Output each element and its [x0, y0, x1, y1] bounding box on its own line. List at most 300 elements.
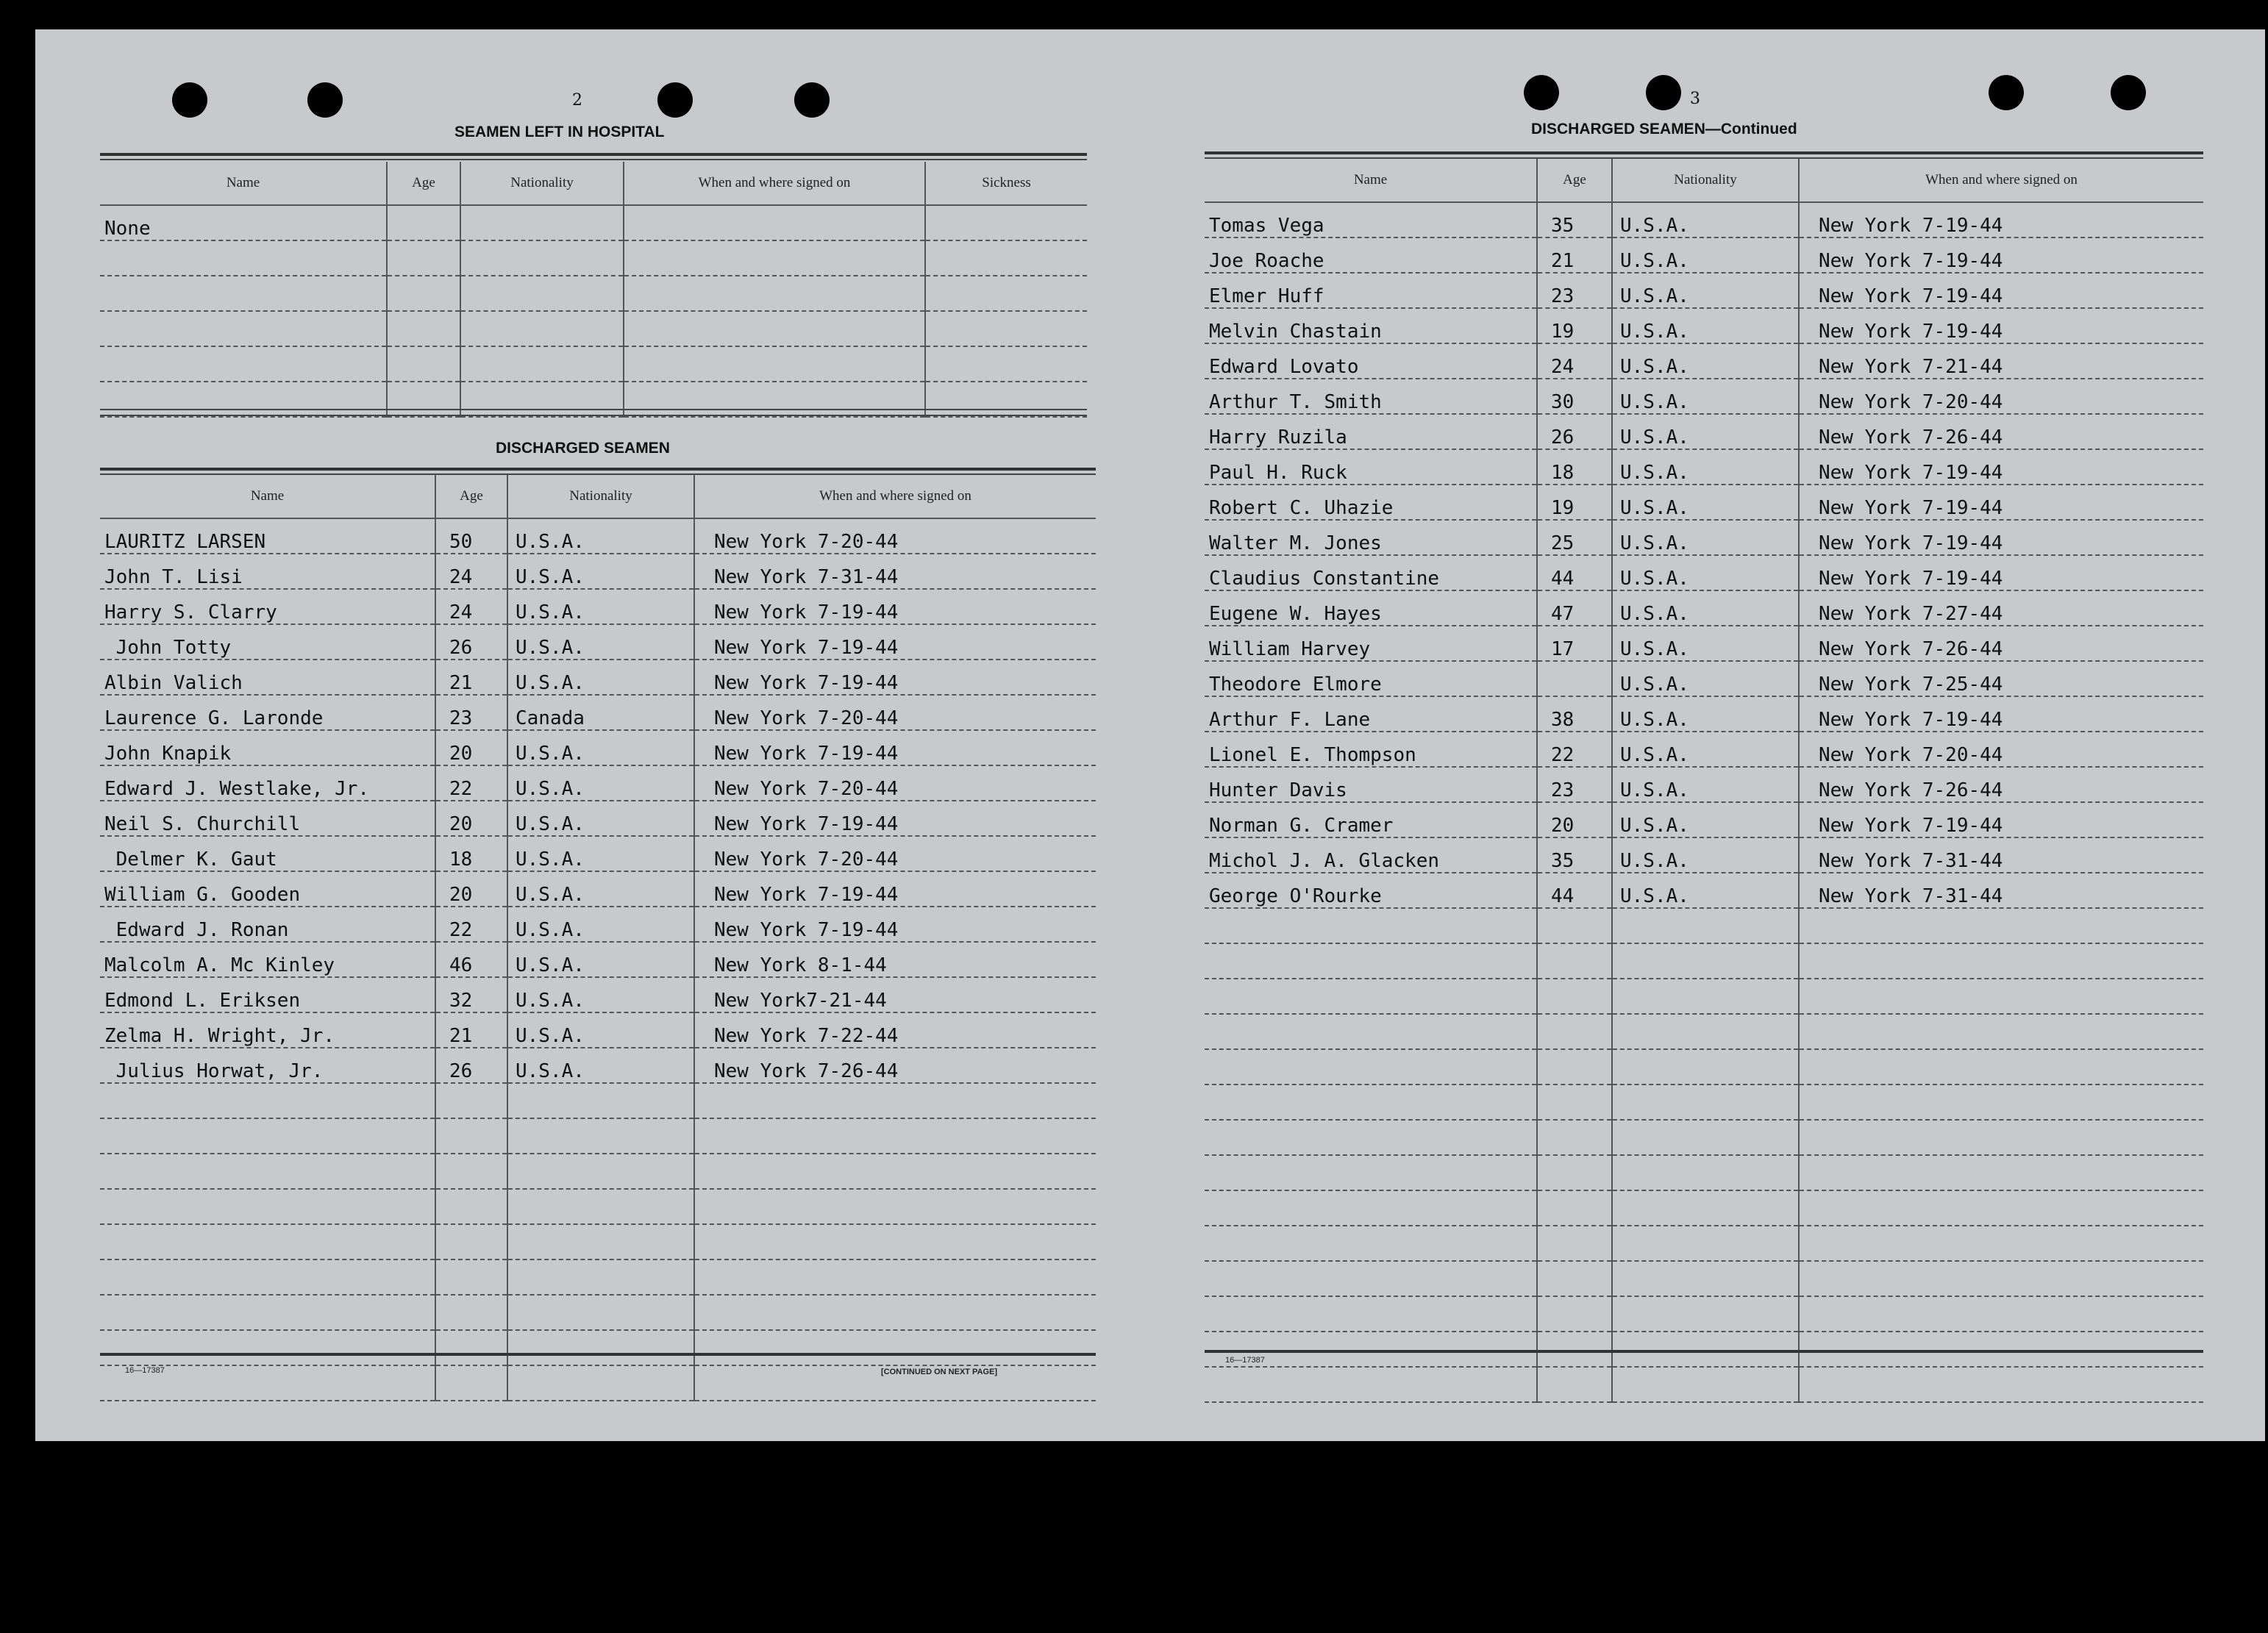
table-row	[1205, 837, 2203, 873]
cell-name: Laurence G. Laronde	[100, 695, 435, 730]
section-rule	[100, 468, 1096, 471]
table-row	[1205, 590, 2203, 626]
cell-name	[1205, 1296, 1537, 1332]
cell-age: 23	[1537, 767, 1612, 802]
cell-name	[1205, 1367, 1537, 1402]
cell-nationality	[1612, 1367, 1799, 1402]
cell-signed-on: New York 7-20-44	[1799, 732, 2203, 767]
cell-nationality	[1612, 1226, 1799, 1261]
cell-name	[100, 276, 387, 311]
cell-signed-on: New York 7-19-44	[1799, 308, 2203, 343]
cell-age: 23	[435, 695, 507, 730]
cell-nationality: U.S.A.	[1612, 590, 1799, 626]
cell-signed-on: New York 7-19-44	[1799, 237, 2203, 273]
cell-nationality	[1612, 1296, 1799, 1332]
cell-signed-on	[1799, 1367, 2203, 1402]
cell-nationality	[1612, 1332, 1799, 1367]
cell-name: William Harvey	[1205, 626, 1537, 661]
cell-signed-on: New York 7-19-44	[1799, 802, 2203, 837]
cell-name	[100, 1259, 435, 1295]
cell-nationality: U.S.A.	[507, 907, 694, 942]
cell-signed-on	[624, 382, 925, 417]
cell-name	[100, 1295, 435, 1330]
cell-nationality: U.S.A.	[1612, 873, 1799, 908]
cell-signed-on: New York 7-26-44	[1799, 767, 2203, 802]
cell-signed-on: New York 7-19-44	[694, 624, 1096, 660]
cell-nationality: U.S.A.	[507, 589, 694, 624]
column-header-signed-on: When and where signed on	[624, 162, 925, 205]
table-row	[100, 871, 1096, 907]
table-row	[100, 1154, 1096, 1189]
section-rule	[100, 1353, 1096, 1356]
cell-age: 18	[435, 836, 507, 871]
table-row	[1205, 308, 2203, 343]
cell-signed-on	[1799, 1190, 2203, 1226]
right-page	[1138, 29, 2265, 1441]
hospital-table	[100, 162, 1087, 418]
cell-age	[435, 1189, 507, 1224]
table-row	[1205, 626, 2203, 661]
table-row	[1205, 237, 2203, 273]
cell-signed-on: New York7-21-44	[694, 977, 1096, 1012]
cell-nationality: U.S.A.	[1612, 379, 1799, 414]
cell-name: Lionel E. Thompson	[1205, 732, 1537, 767]
cell-nationality: U.S.A.	[1612, 837, 1799, 873]
column-header-name: Name	[1205, 159, 1537, 202]
cell-signed-on	[1799, 1014, 2203, 1049]
cell-name: John Totty	[100, 624, 435, 660]
table-row	[100, 907, 1096, 942]
cell-signed-on	[694, 1259, 1096, 1295]
cell-nationality: U.S.A.	[1612, 767, 1799, 802]
cell-name: William G. Gooden	[100, 871, 435, 907]
cell-age	[1537, 1226, 1612, 1261]
cell-name: Tomas Vega	[1205, 202, 1537, 237]
table-row	[1205, 802, 2203, 837]
cell-age	[435, 1259, 507, 1295]
table-row	[100, 695, 1096, 730]
section-rule	[100, 415, 1087, 416]
cell-age: 25	[1537, 520, 1612, 555]
cell-signed-on	[1799, 1120, 2203, 1155]
cell-age: 38	[1537, 696, 1612, 732]
cell-signed-on: New York 7-20-44	[694, 695, 1096, 730]
cell-nationality: U.S.A.	[507, 871, 694, 907]
cell-age: 26	[1537, 414, 1612, 449]
cell-name	[1205, 1261, 1537, 1296]
cell-name: Edmond L. Eriksen	[100, 977, 435, 1012]
cell-signed-on	[1799, 1226, 2203, 1261]
cell-signed-on: New York 7-31-44	[694, 554, 1096, 589]
cell-name	[100, 240, 387, 276]
section-rule	[100, 409, 1087, 410]
section-rule	[1205, 1350, 2203, 1353]
cell-signed-on: New York 7-19-44	[1799, 696, 2203, 732]
cell-name: Michol J. A. Glacken	[1205, 837, 1537, 873]
cell-age: 20	[435, 730, 507, 765]
cell-nationality: U.S.A.	[1612, 308, 1799, 343]
cell-nationality: U.S.A.	[507, 730, 694, 765]
cell-name: Norman G. Cramer	[1205, 802, 1537, 837]
table-row	[100, 1048, 1096, 1083]
cell-signed-on	[1799, 1155, 2203, 1190]
cell-name: Arthur T. Smith	[1205, 379, 1537, 414]
cell-nationality: U.S.A.	[1612, 202, 1799, 237]
cell-signed-on: New York 7-26-44	[1799, 414, 2203, 449]
cell-nationality	[460, 205, 624, 240]
cell-nationality	[1612, 1085, 1799, 1120]
table-row	[1205, 1085, 2203, 1120]
cell-nationality	[460, 240, 624, 276]
cell-signed-on	[624, 276, 925, 311]
cell-nationality: U.S.A.	[507, 836, 694, 871]
cell-age: 20	[1537, 802, 1612, 837]
cell-name: Zelma H. Wright, Jr.	[100, 1012, 435, 1048]
cell-age: 35	[1537, 837, 1612, 873]
table-row	[1205, 449, 2203, 485]
punch-hole	[794, 82, 830, 118]
table-row	[1205, 1296, 2203, 1332]
punch-hole	[2111, 75, 2146, 110]
table-row	[1205, 379, 2203, 414]
table-row	[100, 1295, 1096, 1330]
table-row	[100, 589, 1096, 624]
cell-sickness	[925, 240, 1087, 276]
cell-nationality	[507, 1189, 694, 1224]
cell-signed-on	[694, 1224, 1096, 1259]
cell-signed-on	[1799, 1085, 2203, 1120]
cell-name	[100, 1154, 435, 1189]
cell-signed-on: New York 7-19-44	[694, 871, 1096, 907]
cell-signed-on: New York 7-19-44	[1799, 449, 2203, 485]
cell-nationality: U.S.A.	[1612, 802, 1799, 837]
cell-age	[1537, 661, 1612, 696]
cell-age: 24	[435, 554, 507, 589]
cell-name: Joe Roache	[1205, 237, 1537, 273]
cell-age	[435, 1118, 507, 1154]
cell-name	[1205, 1190, 1537, 1226]
cell-nationality: U.S.A.	[1612, 696, 1799, 732]
cell-signed-on	[1799, 1296, 2203, 1332]
cell-signed-on	[694, 1118, 1096, 1154]
cell-age	[387, 311, 460, 346]
cell-nationality: U.S.A.	[507, 765, 694, 801]
cell-age	[1537, 1261, 1612, 1296]
cell-name	[100, 1189, 435, 1224]
cell-name	[100, 1118, 435, 1154]
cell-signed-on: New York 7-31-44	[1799, 837, 2203, 873]
form-number: 16—17387	[1225, 1356, 1265, 1365]
cell-signed-on	[1799, 943, 2203, 979]
cell-signed-on: New York 7-21-44	[1799, 343, 2203, 379]
table-row	[100, 205, 1087, 240]
table-row	[100, 836, 1096, 871]
cell-name: John Knapik	[100, 730, 435, 765]
table-row	[1205, 661, 2203, 696]
cell-sickness	[925, 346, 1087, 382]
table-row	[100, 660, 1096, 695]
cell-signed-on	[624, 205, 925, 240]
cell-nationality: U.S.A.	[1612, 237, 1799, 273]
cell-signed-on	[624, 346, 925, 382]
cell-name	[1205, 979, 1537, 1014]
cell-age	[387, 276, 460, 311]
cell-nationality	[507, 1295, 694, 1330]
cell-nationality	[1612, 1190, 1799, 1226]
table-row	[1205, 1261, 2203, 1296]
cell-name: None	[100, 205, 387, 240]
table-row	[1205, 732, 2203, 767]
cell-nationality: U.S.A.	[507, 624, 694, 660]
cell-name: Neil S. Churchill	[100, 801, 435, 836]
cell-age: 17	[1537, 626, 1612, 661]
cell-name: LAURITZ LARSEN	[100, 518, 435, 554]
cell-name: Hunter Davis	[1205, 767, 1537, 802]
cell-age: 20	[435, 801, 507, 836]
cell-name	[1205, 943, 1537, 979]
column-header-age: Age	[387, 162, 460, 205]
cell-age: 18	[1537, 449, 1612, 485]
table-row	[1205, 1190, 2203, 1226]
table-row	[100, 311, 1087, 346]
cell-nationality	[1612, 908, 1799, 943]
cell-nationality	[1612, 1014, 1799, 1049]
cell-nationality: U.S.A.	[1612, 485, 1799, 520]
cell-age: 26	[435, 1048, 507, 1083]
column-header-name: Name	[100, 475, 435, 518]
cell-signed-on	[694, 1189, 1096, 1224]
cell-signed-on: New York 7-25-44	[1799, 661, 2203, 696]
table-row	[100, 346, 1087, 382]
cell-signed-on	[1799, 1261, 2203, 1296]
cell-signed-on	[694, 1083, 1096, 1118]
cell-age: 24	[435, 589, 507, 624]
cell-age: 19	[1537, 308, 1612, 343]
cell-name: Malcolm A. Mc Kinley	[100, 942, 435, 977]
discharged-section-title: DISCHARGED SEAMEN	[496, 440, 670, 457]
cell-signed-on: New York 7-19-44	[694, 730, 1096, 765]
cell-signed-on	[624, 240, 925, 276]
punch-hole	[1646, 75, 1681, 110]
table-row	[1205, 555, 2203, 590]
cell-age: 30	[1537, 379, 1612, 414]
cell-signed-on: New York 7-19-44	[1799, 202, 2203, 237]
hospital-table-header	[100, 162, 1087, 205]
punch-hole	[1989, 75, 2024, 110]
cell-nationality	[460, 382, 624, 417]
cell-nationality	[507, 1224, 694, 1259]
cell-signed-on	[1799, 1332, 2203, 1367]
table-row	[1205, 908, 2203, 943]
cell-age: 44	[1537, 555, 1612, 590]
column-header-signed-on: When and where signed on	[1799, 159, 2203, 202]
table-row	[100, 240, 1087, 276]
cell-name	[1205, 1155, 1537, 1190]
cell-name: George O'Rourke	[1205, 873, 1537, 908]
cell-age	[435, 1295, 507, 1330]
cell-age	[387, 240, 460, 276]
cell-signed-on: New York 7-20-44	[694, 765, 1096, 801]
cell-nationality: U.S.A.	[1612, 343, 1799, 379]
cell-nationality: U.S.A.	[507, 554, 694, 589]
page-number: 3	[1690, 90, 1700, 108]
column-header-sickness: Sickness	[925, 162, 1087, 205]
table-row	[1205, 1332, 2203, 1367]
section-rule	[1205, 151, 2203, 154]
section-rule	[100, 153, 1087, 156]
table-row	[100, 554, 1096, 589]
cell-sickness	[925, 382, 1087, 417]
cell-name: Melvin Chastain	[1205, 308, 1537, 343]
cell-name: Harry Ruzila	[1205, 414, 1537, 449]
table-row	[100, 977, 1096, 1012]
cell-age	[1537, 1049, 1612, 1085]
cell-name	[100, 1083, 435, 1118]
cell-signed-on: New York 7-20-44	[694, 836, 1096, 871]
cell-age: 21	[1537, 237, 1612, 273]
cell-nationality: U.S.A.	[1612, 555, 1799, 590]
discharged-continued-table-header	[1205, 159, 2203, 202]
cell-signed-on: New York 7-19-44	[694, 589, 1096, 624]
cell-name: Edward J. Westlake, Jr.	[100, 765, 435, 801]
cell-nationality	[1612, 1049, 1799, 1085]
cell-age	[387, 382, 460, 417]
cell-signed-on	[1799, 1049, 2203, 1085]
cell-age: 21	[435, 1012, 507, 1048]
cell-age: 22	[435, 907, 507, 942]
cell-nationality	[1612, 1155, 1799, 1190]
cell-signed-on	[694, 1154, 1096, 1189]
cell-age: 35	[1537, 202, 1612, 237]
cell-age: 21	[435, 660, 507, 695]
cell-name	[100, 346, 387, 382]
cell-name	[1205, 1226, 1537, 1261]
cell-name	[100, 382, 387, 417]
column-header-name: Name	[100, 162, 387, 205]
cell-nationality	[507, 1118, 694, 1154]
cell-name	[1205, 1049, 1537, 1085]
cell-name: Edward J. Ronan	[100, 907, 435, 942]
table-row	[100, 1189, 1096, 1224]
cell-sickness	[925, 205, 1087, 240]
page-number: 2	[572, 91, 582, 110]
cell-name	[100, 1330, 435, 1365]
cell-name: Robert C. Uhazie	[1205, 485, 1537, 520]
cell-nationality	[507, 1083, 694, 1118]
cell-nationality: U.S.A.	[1612, 626, 1799, 661]
cell-age	[387, 205, 460, 240]
table-row	[100, 801, 1096, 836]
cell-name: Arthur F. Lane	[1205, 696, 1537, 732]
column-header-age: Age	[435, 475, 507, 518]
cell-name	[1205, 1085, 1537, 1120]
table-row	[1205, 1226, 2203, 1261]
cell-signed-on: New York 7-19-44	[694, 801, 1096, 836]
cell-nationality	[1612, 1120, 1799, 1155]
cell-name: Theodore Elmore	[1205, 661, 1537, 696]
cell-age	[1537, 1085, 1612, 1120]
cell-age: 22	[435, 765, 507, 801]
discharged-table	[100, 475, 1096, 1401]
cell-age	[1537, 1155, 1612, 1190]
cell-age: 47	[1537, 590, 1612, 626]
hospital-section-title: SEAMEN LEFT IN HOSPITAL	[454, 124, 665, 140]
column-header-signed-on: When and where signed on	[694, 475, 1096, 518]
table-row	[1205, 343, 2203, 379]
cell-signed-on: New York 7-19-44	[1799, 485, 2203, 520]
cell-age	[1537, 1120, 1612, 1155]
cell-nationality: U.S.A.	[507, 1012, 694, 1048]
cell-age: 23	[1537, 273, 1612, 308]
table-row	[100, 730, 1096, 765]
cell-signed-on: New York 7-22-44	[694, 1012, 1096, 1048]
cell-nationality: U.S.A.	[1612, 661, 1799, 696]
cell-nationality	[507, 1259, 694, 1295]
cell-age	[435, 1154, 507, 1189]
cell-nationality	[1612, 979, 1799, 1014]
cell-name: John T. Lisi	[100, 554, 435, 589]
table-row	[100, 1118, 1096, 1154]
column-header-nationality: Nationality	[1612, 159, 1799, 202]
cell-signed-on: New York 7-19-44	[694, 907, 1096, 942]
column-header-nationality: Nationality	[507, 475, 694, 518]
discharged-continued-title: DISCHARGED SEAMEN—Continued	[1531, 121, 1797, 137]
document-sheet	[35, 29, 2265, 1441]
column-header-nationality: Nationality	[460, 162, 624, 205]
section-rule	[100, 159, 1087, 160]
cell-nationality	[460, 276, 624, 311]
cell-age: 50	[435, 518, 507, 554]
table-row	[1205, 943, 2203, 979]
table-row	[100, 765, 1096, 801]
cell-nationality: U.S.A.	[507, 660, 694, 695]
cell-nationality: U.S.A.	[1612, 449, 1799, 485]
table-row	[1205, 414, 2203, 449]
cell-signed-on: New York 7-27-44	[1799, 590, 2203, 626]
cell-nationality: U.S.A.	[507, 801, 694, 836]
cell-nationality	[507, 1330, 694, 1365]
cell-nationality: U.S.A.	[507, 518, 694, 554]
cell-age: 26	[435, 624, 507, 660]
left-page	[35, 29, 1138, 1441]
cell-name	[1205, 908, 1537, 943]
cell-nationality	[1612, 943, 1799, 979]
cell-name: Delmer K. Gaut	[100, 836, 435, 871]
cell-nationality	[460, 346, 624, 382]
continued-note: [CONTINUED ON NEXT PAGE]	[881, 1368, 998, 1376]
cell-nationality: U.S.A.	[1612, 520, 1799, 555]
cell-nationality	[507, 1154, 694, 1189]
cell-age	[1537, 1332, 1612, 1367]
table-row	[1205, 520, 2203, 555]
table-row	[100, 382, 1087, 417]
cell-nationality: U.S.A.	[1612, 273, 1799, 308]
cell-nationality: U.S.A.	[507, 942, 694, 977]
cell-name: Walter M. Jones	[1205, 520, 1537, 555]
cell-age	[435, 1083, 507, 1118]
cell-name: Harry S. Clarry	[100, 589, 435, 624]
cell-signed-on: New York 7-19-44	[694, 660, 1096, 695]
cell-signed-on: New York 7-19-44	[1799, 273, 2203, 308]
cell-name: Claudius Constantine	[1205, 555, 1537, 590]
table-row	[100, 1083, 1096, 1118]
cell-age	[1537, 1367, 1612, 1402]
cell-nationality	[1612, 1261, 1799, 1296]
cell-age	[435, 1330, 507, 1365]
cell-age	[1537, 979, 1612, 1014]
table-row	[100, 1224, 1096, 1259]
discharged-continued-table	[1205, 159, 2203, 1403]
